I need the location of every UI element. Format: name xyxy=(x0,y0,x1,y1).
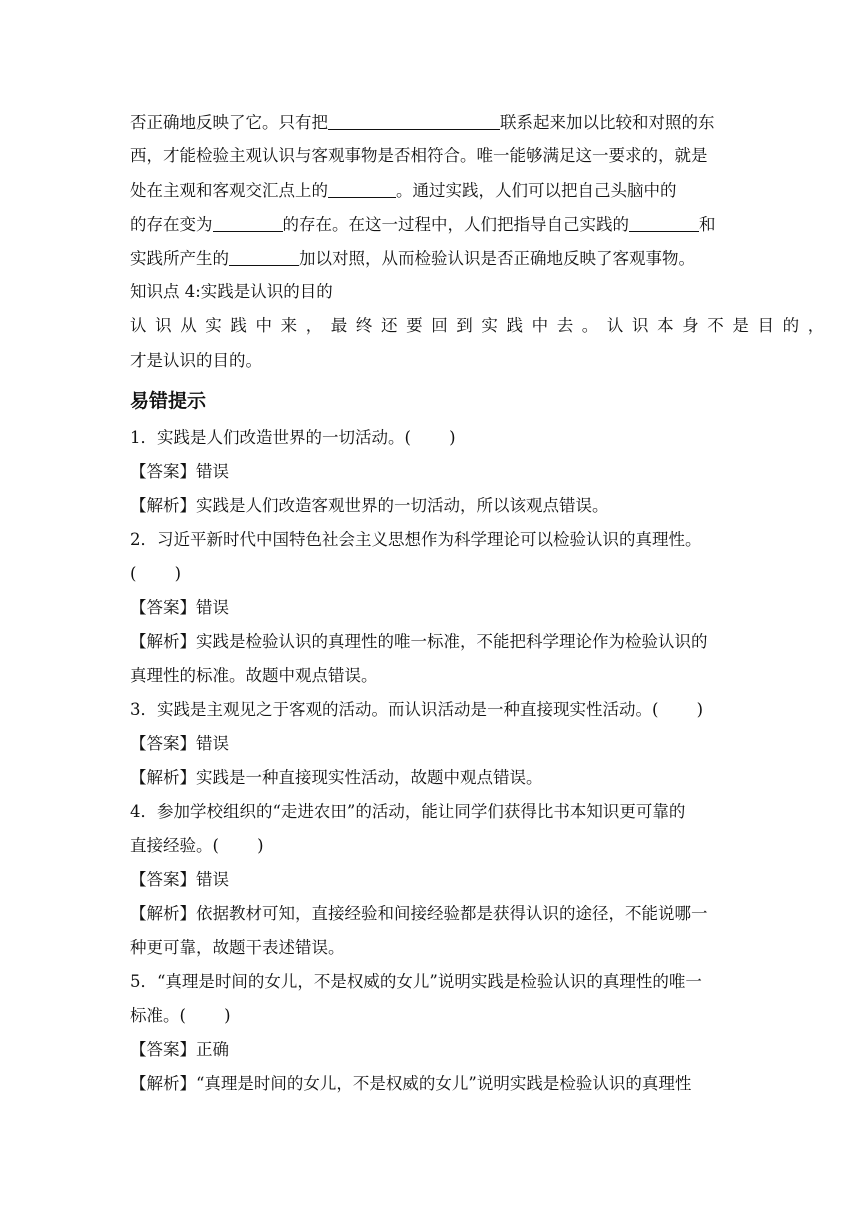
intro-line-4 xyxy=(130,214,730,235)
explanation-2: 【解析】实践是检验认识的真理性的唯一标准，不能把科学理论作为检验认识的 xyxy=(130,632,708,651)
fill-blank[interactable] xyxy=(328,180,396,198)
text: 的存在。在这一过程中，人们把指导自己实践的 xyxy=(282,215,629,234)
explanation-3: 【解析】实践是一种直接现实性活动，故题中观点错误。 xyxy=(130,768,543,787)
intro-line-1 xyxy=(130,112,730,133)
question-5-cont: 标准。( ) xyxy=(130,1006,231,1025)
fill-blank[interactable] xyxy=(229,248,299,266)
answer-3: 【答案】错误 xyxy=(130,734,229,753)
answer-4: 【答案】错误 xyxy=(130,870,229,889)
answer-5: 【答案】正确 xyxy=(130,1040,229,1059)
text: 。通过实践，人们可以把自己头脑中的 xyxy=(396,181,677,200)
question-2: 2．习近平新时代中国特色社会主义思想作为科学理论可以检验认识的真理性。 xyxy=(130,530,702,549)
text: 加以对照，从而检验认识是否正确地反映了客观事物。 xyxy=(299,249,695,268)
explanation-2-cont: 真理性的标准。故题中观点错误。 xyxy=(130,666,378,685)
question-1: 1．实践是人们改造世界的一切活动。( ) xyxy=(130,428,456,447)
explanation-4: 【解析】依据教材可知，直接经验和间接经验都是获得认识的途径，不能说哪一 xyxy=(130,904,708,923)
text: 才是认识的目的。 xyxy=(130,351,262,370)
knowledge-point-4-line-2 xyxy=(130,350,730,371)
text: 否正确地反映了它。只有把 xyxy=(130,113,328,132)
text: 和 xyxy=(699,215,716,234)
knowledge-point-4-line-1: 认识从实践中来，最终还要回到实践中去。认识本身不是目的， xyxy=(130,316,833,335)
text: 实践所产生的 xyxy=(130,249,229,268)
explanation-4-cont: 种更可靠，故题干表述错误。 xyxy=(130,938,345,957)
answer-1: 【答案】错误 xyxy=(130,462,229,481)
explanation-5: 【解析】“真理是时间的女儿，不是权威的女儿”说明实践是检验认识的真理性 xyxy=(130,1074,692,1093)
fill-blank[interactable] xyxy=(629,214,699,232)
question-2-cont: ( ) xyxy=(130,564,182,583)
intro-line-5 xyxy=(130,248,730,269)
fill-blank[interactable] xyxy=(328,112,500,130)
intro-line-2: 西，才能检验主观认识与客观事物是否相符合。唯一能够满足这一要求的，就是 xyxy=(130,146,708,165)
text: 处在主观和客观交汇点上的 xyxy=(130,181,328,200)
explanation-1: 【解析】实践是人们改造客观世界的一切活动，所以该观点错误。 xyxy=(130,496,609,515)
answer-2: 【答案】错误 xyxy=(130,598,229,617)
text: 联系起来加以比较和对照的东 xyxy=(500,113,715,132)
text: 的存在变为 xyxy=(130,215,213,234)
question-4: 4．参加学校组织的“走进农田”的活动，能让同学们获得比书本知识更可靠的 xyxy=(130,802,686,821)
fill-blank[interactable] xyxy=(213,214,283,232)
question-4-cont: 直接经验。( ) xyxy=(130,836,264,855)
question-3: 3．实践是主观见之于客观的活动。而认识活动是一种直接现实性活动。( ) xyxy=(130,700,704,719)
knowledge-point-4-title: 知识点 4:实践是认识的目的 xyxy=(130,282,333,301)
question-5: 5．“真理是时间的女儿，不是权威的女儿”说明实践是检验认识的真理性的唯一 xyxy=(130,972,702,991)
intro-line-3 xyxy=(130,180,730,201)
section-title: 易错提示 xyxy=(130,390,207,412)
